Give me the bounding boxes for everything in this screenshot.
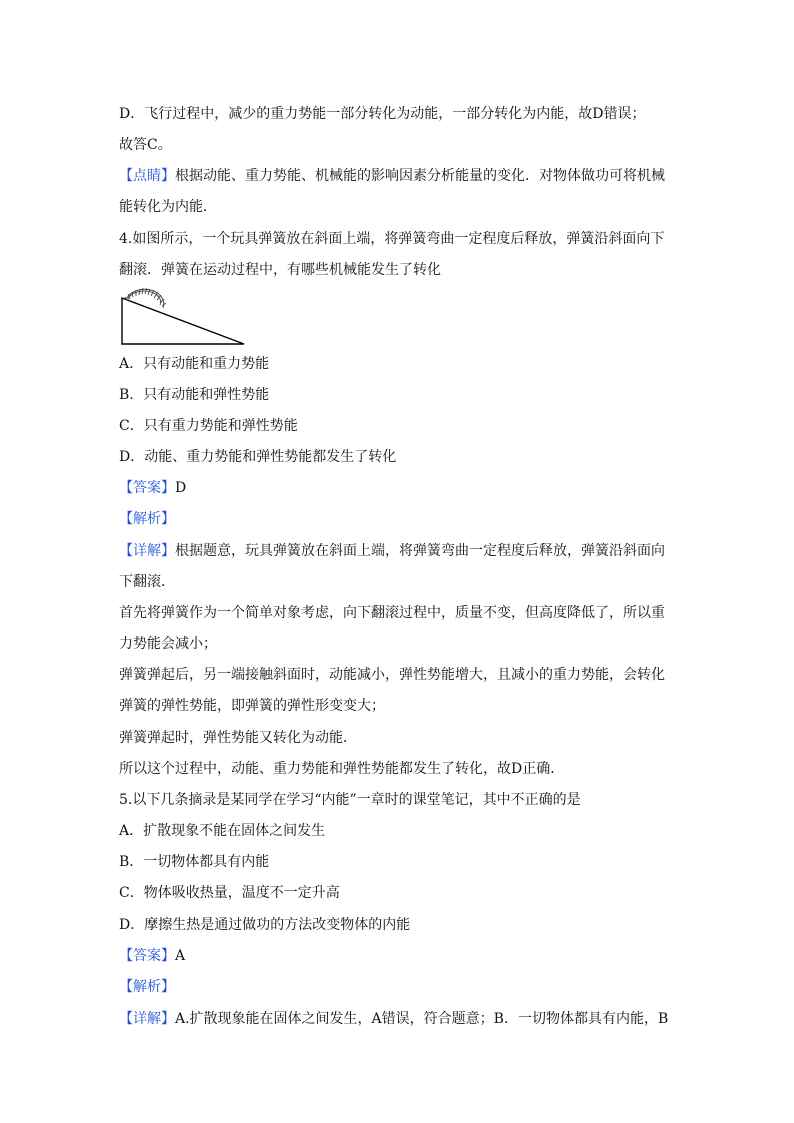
text-line: 首先将弹簧作为一个简单对象考虑，向下翻滚过程中，质量不变，但高度降低了，所以重 — [119, 605, 665, 621]
text-line: 弹簧弹起时，弹性势能又转化为动能． — [119, 730, 357, 746]
question-4-stem: 4.如图所示，一个玩具弹簧放在斜面上端，将弹簧弯曲一定程度后释放，弹簧沿斜面向下 — [119, 231, 665, 247]
option-d: D．动能、重力势能和弹性势能都发生了转化 — [119, 449, 397, 465]
answer-line: 【答案】A — [119, 948, 186, 964]
detail-tag: 【详解】 — [119, 1011, 175, 1027]
answer-tag: 【答案】 — [119, 480, 175, 496]
answer-tag: 【答案】 — [119, 948, 175, 964]
text-line: 弹簧的弹性势能，即弹簧的弹性形变变大； — [119, 698, 385, 714]
analysis-heading — [119, 978, 175, 996]
option-c: C．只有重力势能和弹性势能 — [119, 418, 298, 434]
text-line: 能转化为内能． — [119, 199, 217, 215]
text-line: 所以这个过程中，动能、重力势能和弹性势能都发生了转化，故D正确． — [119, 761, 565, 777]
option-b: B．一切物体都具有内能 — [119, 854, 270, 870]
analysis-tag: 【解析】 — [119, 511, 175, 527]
text-line: 【点睛】根据动能、重力势能、机械能的影响因素分析能量的变化．对物体做功可将机械 — [119, 168, 665, 184]
option-c: C．物体吸收热量，温度不一定升高 — [119, 885, 340, 901]
option-a: A．只有动能和重力势能 — [119, 356, 270, 372]
option-b: B．只有动能和弹性势能 — [119, 387, 270, 403]
analysis-tag: 【解析】 — [119, 979, 175, 995]
text-line: 故答C。 — [119, 137, 172, 153]
text-line: D．飞行过程中，减少的重力势能一部分转化为动能，一部分转化为内能，故D错误； — [119, 106, 646, 122]
incline-triangle — [122, 298, 244, 344]
option-d: D．摩擦生热是通过做功的方法改变物体的内能 — [119, 917, 411, 933]
option-a: A．扩散现象不能在固体之间发生 — [119, 823, 326, 839]
text-line: 翻滚．弹簧在运动过程中，有哪些机械能发生了转化 — [119, 262, 441, 278]
section-tag: 【点睛】 — [119, 168, 175, 184]
text-line: 下翻滚． — [119, 574, 175, 590]
answer-line: 【答案】D — [119, 480, 187, 496]
coiled-spring — [125, 288, 166, 308]
text-line: 力势能会减小； — [119, 636, 217, 652]
text-line: 【详解】根据题意，玩具弹簧放在斜面上端，将弹簧弯曲一定程度后释放，弹簧沿斜面向 — [119, 543, 665, 559]
incline-spring-figure — [116, 282, 248, 348]
detail-tag: 【详解】 — [119, 543, 175, 559]
text-line: 弹簧弹起后，另一端接触斜面时，动能减小，弹性势能增大，且减小的重力势能，会转化 — [119, 667, 665, 683]
analysis-heading — [119, 510, 175, 528]
text-line: 【详解】A.扩散现象能在固体之间发生，A错误，符合题意；B．一切物体都具有内能，B — [119, 1011, 669, 1027]
question-5-stem: 5.以下几条摘录是某同学在学习“内能”一章时的课堂笔记，其中不正确的是 — [119, 792, 581, 808]
